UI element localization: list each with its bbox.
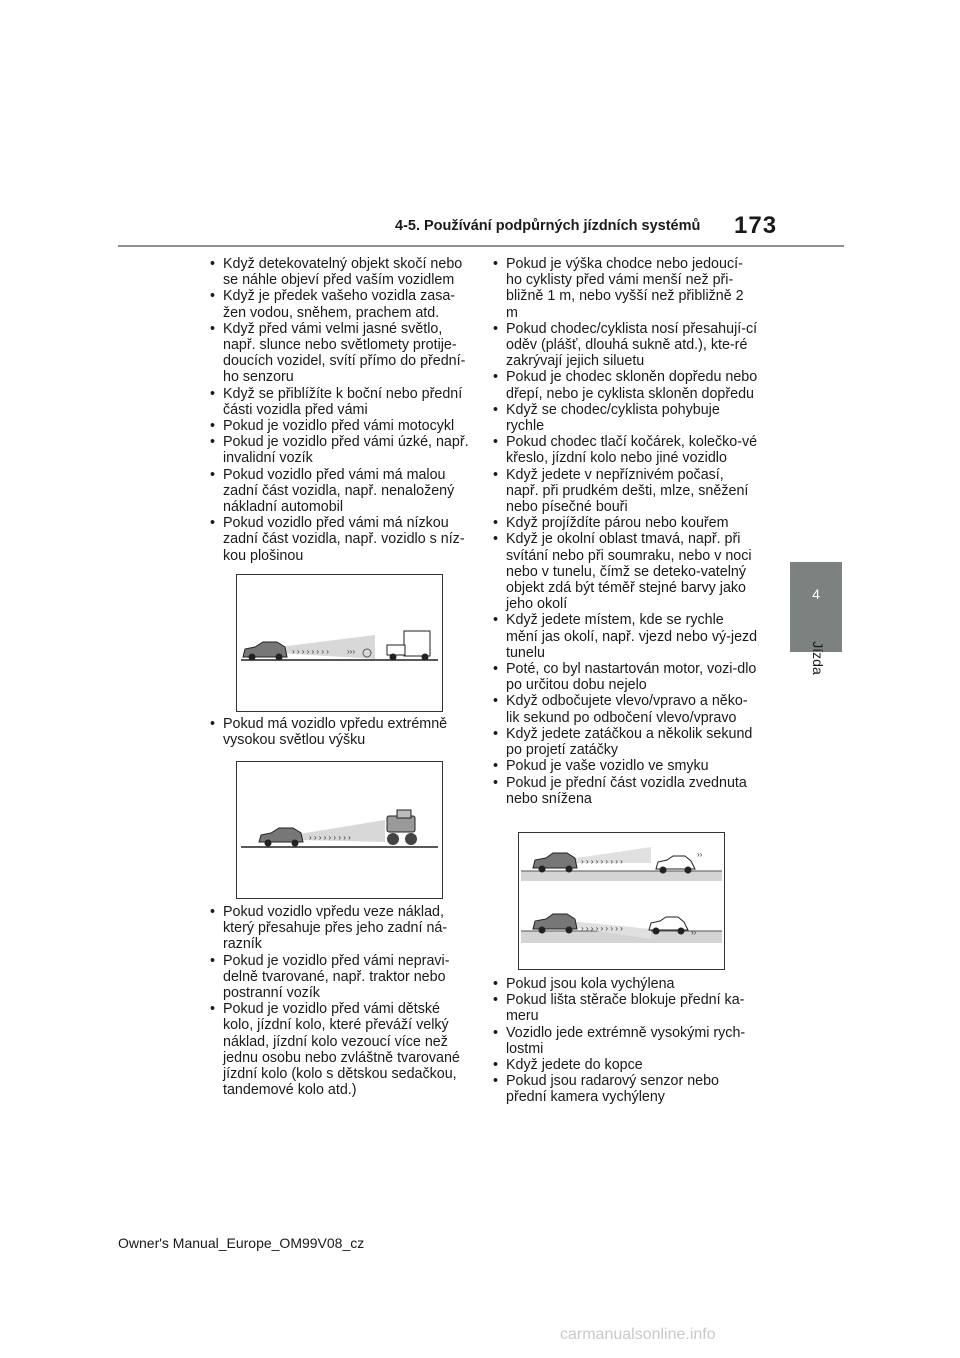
list-item: • Když detekovatelný objekt skočí nebo se náhle objeví před vaším vozidlem: [207, 256, 469, 288]
list-item: • Když jedete do kopce: [490, 1057, 758, 1073]
list-item: • Pokud je přední část vozidla zvednuta nebo snížena: [490, 775, 758, 807]
list-item: • Pokud chodec/cyklista nosí přesahují-cí oděv (plášť, dlouhá sukně atd.), kte-ré zakrývají jejich siluetu: [490, 321, 758, 370]
list-item: • Vozidlo jede extrémně vysokými rych-lostmi: [490, 1025, 758, 1057]
svg-text:›››: ›››: [347, 647, 355, 656]
vehicle-pitch-illustration: [519, 833, 724, 969]
list-item: • Pokud má vozidlo vpředu extrémně vysokou světlou výšku: [207, 716, 469, 748]
list-item: • Pokud je vaše vozidlo ve smyku: [490, 758, 758, 774]
list-item: • Pokud je vozidlo před vámi motocykl: [207, 418, 469, 434]
section-title: 4-5. Používání podpůrných jízdních systémů: [395, 218, 701, 234]
list-item: • Když projíždíte párou nebo kouřem: [490, 515, 758, 531]
list-item: • Pokud chodec tlačí kočárek, kolečko-vé křeslo, jízdní kolo nebo jiné vozidlo: [490, 434, 758, 466]
high-clearance-illustration: [237, 762, 442, 898]
list-item: • Když se chodec/cyklista pohybuje rychle: [490, 402, 758, 434]
list-item: • Když před vámi velmi jasné světlo, např. slunce nebo světlomety protije-doucích vozidel, svítí přímo do přední-ho senzoru: [207, 321, 469, 386]
list-item: • Když jedete místem, kde se rychle mění jas okolí, např. vjezd nebo vý-jezd tunelu: [490, 612, 758, 661]
list-item: • Když jedete v nepříznivém počasí, např. při prudkém dešti, mlze, sněžení nebo písečné bouři: [490, 467, 758, 516]
list-item: • Poté, co byl nastartován motor, vozi-dlo po určitou dobu nejelo: [490, 661, 758, 693]
svg-text:› › › › › › › › ›: › › › › › › › › ›: [309, 833, 351, 842]
list-item: • Když je okolní oblast tmavá, např. při svítání nebo při soumraku, nebo v noci nebo v tunelu, čímž se deteko-vatelný objekt zdá být téměř stejné barvy jako jeho okolí: [490, 531, 758, 612]
truck-illustration: [237, 575, 442, 711]
list-item: • Pokud je vozidlo před vámi úzké, např. invalidní vozík: [207, 434, 469, 466]
left-list-1: [207, 256, 469, 564]
svg-text:› › › › › › › ›: › › › › › › › ›: [292, 647, 329, 656]
list-item: • Pokud lišta stěrače blokuje přední ka-meru: [490, 992, 758, 1024]
figure-high-clearance: [236, 761, 443, 899]
left-list-3: [207, 904, 469, 1098]
header-divider: [118, 245, 844, 247]
right-list-2: [490, 976, 758, 1106]
list-item: • Pokud vozidlo před vámi má malou zadní část vozidla, např. nenaložený nákladní automobil: [207, 467, 469, 516]
list-item: • Když je předek vašeho vozidla zasa-žen vodou, sněhem, prachem atd.: [207, 288, 469, 320]
svg-text:› › › › › › › › ›: › › › › › › › › ›: [581, 924, 623, 933]
right-list-1: [490, 256, 758, 807]
figure-truck: [236, 574, 443, 712]
svg-text:››: ››: [691, 928, 697, 937]
list-item: • Pokud je výška chodce nebo jedoucí-ho cyklisty před vámi menší než při-bližně 1 m, nebo vyšší než přibližně 2 m: [490, 256, 758, 321]
list-item: • Když jedete zatáčkou a několik sekund po projetí zatáčky: [490, 726, 758, 758]
chapter-label: [806, 632, 826, 692]
svg-text:› › › › › › › › ›: › › › › › › › › ›: [581, 857, 623, 866]
list-item: • Pokud je chodec skloněn dopředu nebo dřepí, nebo je cyklista skloněn dopředu: [490, 369, 758, 401]
list-item: • Když se přiblížíte k boční nebo přední části vozidla před vámi: [207, 386, 469, 418]
left-list-2: [207, 716, 469, 748]
watermark: carmanualsonline.info: [560, 1326, 716, 1343]
list-item: • Pokud je vozidlo před vámi dětské kolo, jízdní kolo, které převáží velký náklad, jízdní kolo vezoucí více než jednu osobu nebo zvláštně tvarované jízdní kolo (kolo s dětskou sedačkou, tandemové kolo atd.): [207, 1001, 469, 1098]
footer-text: Owner's Manual_Europe_OM99V08_cz: [118, 1235, 365, 1251]
list-item: • Pokud je vozidlo před vámi nepravi-delně tvarované, např. traktor nebo postranní vozík: [207, 953, 469, 1002]
list-item: • Pokud jsou kola vychýlena: [490, 976, 758, 992]
list-item: • Pokud vozidlo před vámi má nízkou zadní část vozidla, např. vozidlo s níz-kou plošinou: [207, 515, 469, 564]
chapter-number: 4: [812, 586, 820, 602]
svg-text:››: ››: [697, 850, 703, 859]
list-item: • Pokud jsou radarový senzor nebo přední kamera vychýleny: [490, 1073, 758, 1105]
page-number: 173: [734, 212, 778, 239]
chapter-title: Jízda: [810, 641, 826, 675]
list-item: • Pokud vozidlo vpředu veze náklad, který přesahuje přes jeho zadní ná-razník: [207, 904, 469, 953]
figure-vehicle-pitch: [518, 832, 725, 970]
list-item: • Když odbočujete vlevo/vpravo a něko-lik sekund po odbočení vlevo/vpravo: [490, 693, 758, 725]
